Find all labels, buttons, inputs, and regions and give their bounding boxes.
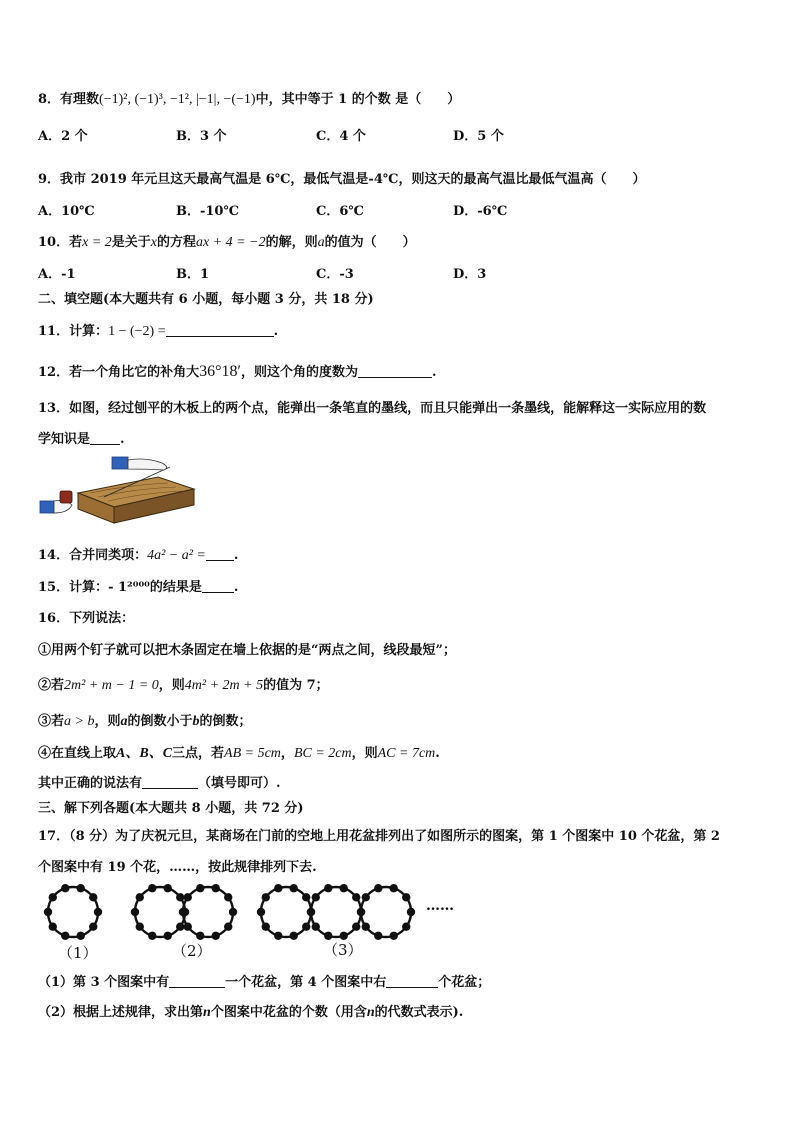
flower-pot-dot: [212, 884, 220, 892]
q8-option-d: D．5 个: [453, 129, 504, 144]
pattern-caption-2: （2）: [172, 942, 212, 960]
q17-sub1-text-2: 一个花盆，第 4 个图案中右: [225, 975, 387, 990]
q16-s4-ac: AC = 7cm: [377, 746, 436, 761]
q8-option-a: A．2 个: [38, 129, 88, 144]
q17-sub1-text-3: 个花盆；: [438, 975, 491, 990]
q16-s2-text-1: ②若: [38, 678, 65, 693]
pattern-caption-3: （3）: [323, 941, 363, 959]
q17-sub2-text-2: 个图案中花盆的个数（用含: [210, 1005, 367, 1020]
flower-pot-dot: [407, 908, 415, 916]
flower-pot-dot: [257, 908, 265, 916]
q16-statement-4: ④在直线上取A、B、C三点，若AB = 5cm，BC = 2cm，则AC = 7cm.: [38, 746, 440, 761]
flower-pot-dot: [224, 922, 232, 930]
q16-s3-text-3: 的倒数小于: [127, 714, 193, 729]
q16-s4-points: A、B、C: [116, 746, 173, 761]
section-2-heading: 二、填空题(本大题共有 6 小题，每小题 3 分，共 18 分): [38, 292, 374, 307]
flower-pot-dot: [374, 932, 382, 940]
flower-pot-dot: [374, 884, 382, 892]
q12-text-2: ，则这个角的度数为: [241, 365, 359, 380]
q16-conclusion: [38, 772, 281, 791]
flower-pot-dot: [164, 884, 172, 892]
q8-option-b: B．3 个: [176, 129, 227, 144]
q16-conclusion-tail: （填号即可）.: [198, 776, 281, 791]
q17-sub1-text-1: （1）第 3 个图案中有: [38, 975, 170, 990]
q10-math-3: ax + 4 = −2: [196, 235, 266, 250]
q16-statement-2: [38, 674, 329, 694]
flower-pot-dot: [196, 884, 204, 892]
q9-option-d: D．-6℃: [453, 204, 508, 219]
q17-sub2-text-3: 的代数式表示).: [374, 1005, 464, 1020]
q8-suffix: 中，其中等于 1 的个数 是（ ）: [255, 92, 461, 107]
q12-answer-blank[interactable]: [358, 365, 432, 378]
flower-pot-dot: [390, 884, 398, 892]
q16-s3-text-4: 的倒数；: [199, 714, 252, 729]
flower-pot-dot: [196, 932, 204, 940]
q14-expression: 4a² − a² =: [147, 548, 206, 563]
section-3-heading: 三、解下列各题(本大题共 8 小题，共 72 分): [38, 801, 304, 816]
flower-pot-dot: [61, 884, 69, 892]
q8-prefix: 8．有理数: [38, 92, 100, 107]
q9-option-a: A．10℃: [38, 204, 95, 219]
question-8: [38, 88, 460, 108]
flower-pot-dot: [340, 884, 348, 892]
q16-answer-blank[interactable]: [142, 776, 198, 789]
q11-expression: 1 − (−2) =: [108, 324, 166, 339]
plank-ink-line-illustration: [38, 455, 198, 527]
question-15: [38, 576, 238, 595]
q15-tail: .: [233, 580, 239, 595]
q16-s3-text-1: ③若: [38, 714, 65, 729]
q10-option-d: D．3: [453, 267, 487, 282]
question-10: [38, 231, 416, 251]
question-16-title: 16．下列说法：: [38, 611, 135, 626]
q17-sub1-blank-1[interactable]: [169, 975, 225, 988]
question-9: 9．我市 2019 年元旦这天最高气温是 6℃，最低气温是-4℃，则这天的最高气温比最低气温高（ ）: [38, 172, 646, 187]
q9-option-c: C．6℃: [316, 204, 364, 219]
flower-pot-dot: [179, 908, 187, 916]
q16-s3-var-a: a: [120, 714, 128, 729]
flower-pot-dot: [131, 908, 139, 916]
flower-pot-dot: [49, 922, 57, 930]
q16-s3-inequality: a > b: [64, 714, 95, 729]
q13-answer-blank[interactable]: [90, 432, 120, 445]
q16-s4-ab: AB = 5cm: [224, 746, 281, 761]
q10-option-c: C．-3: [316, 267, 354, 282]
flower-pot-dot: [89, 922, 97, 930]
q10-math-4: a: [317, 235, 325, 250]
q8-expression: (−1)², (−1)³, −1², |−1|, −(−1): [99, 92, 256, 107]
q8-option-c: C．4 个: [316, 129, 366, 144]
flower-pot-dot: [274, 884, 282, 892]
q12-text-1: 12．若一个角比它的补角大: [38, 365, 200, 380]
flower-pot-dot: [77, 884, 85, 892]
q12-angle: 36°18′: [199, 363, 241, 380]
q17-sub2-var-n-1: n: [203, 1005, 211, 1020]
flower-pot-dot: [148, 932, 156, 940]
flower-pot-dot: [390, 932, 398, 940]
flower-pot-dot: [89, 893, 97, 901]
flower-pot-dot: [229, 908, 237, 916]
flower-pot-dot: [352, 922, 360, 930]
flower-pot-dot: [302, 893, 310, 901]
q17-sub2-var-n-2: n: [366, 1005, 375, 1020]
question-13-line-2: [38, 428, 125, 447]
flower-pot-dot: [61, 932, 69, 940]
q11-tail: .: [273, 324, 279, 339]
flower-pot-dot: [184, 922, 192, 930]
flower-pot-dot: [307, 908, 315, 916]
flower-pot-dot: [262, 922, 270, 930]
q10-text-3: 的方程: [157, 235, 197, 250]
q10-math-2: x: [150, 235, 157, 250]
q10-text-4: 的解，则: [265, 235, 318, 250]
flower-pot-dot: [402, 893, 410, 901]
flower-pot-dot: [312, 922, 320, 930]
q10-math-1: x = 2: [82, 235, 112, 250]
q16-s3-var-b: b: [192, 714, 200, 729]
flower-pot-dot: [164, 932, 172, 940]
question-17-line-1: 17．（8 分）为了庆祝元旦，某商场在门前的空地上用花盆排列出了如图所示的图案，第 1 个图案中 10 个花盆，第 2: [38, 829, 720, 844]
question-13-line-1: 13．如图，经过刨平的木板上的两个点，能弹出一条笔直的墨线，而且只能弹出一条墨线，能解释这一实际应用的数: [38, 401, 707, 416]
flower-pot-dot: [44, 908, 52, 916]
flower-pot-dot: [77, 932, 85, 940]
flower-pot-pattern-figure: [38, 878, 478, 950]
q14-label: 14．合并同类项：: [38, 548, 148, 563]
q16-s4-bc: BC = 2cm: [293, 746, 352, 761]
q16-s2-equation: 2m² + m − 1 = 0: [64, 678, 159, 693]
flower-pot-dot: [176, 893, 184, 901]
flower-pot-dot: [262, 893, 270, 901]
q17-subquestion-2: [38, 1001, 463, 1021]
flower-pot-dot: [212, 932, 220, 940]
flower-pot-dot: [184, 893, 192, 901]
flower-pot-dot: [94, 908, 102, 916]
flower-pot-dot: [136, 922, 144, 930]
q16-s2-expression: 4m² + 2m + 5: [184, 678, 264, 693]
q13-tail: .: [120, 432, 125, 447]
q15-label: 15．计算：: [38, 580, 109, 595]
q17-sub2-text-1: （2）根据上述规律，求出第: [38, 1005, 204, 1020]
q10-text-1: 10．若: [38, 235, 83, 250]
flower-pot-dot: [274, 932, 282, 940]
flower-pot-dot: [312, 893, 320, 901]
q14-answer-blank[interactable]: [206, 548, 234, 561]
q16-s4-text-3: ，则: [351, 746, 378, 761]
q13-text: 学知识是: [38, 432, 91, 447]
q16-statement-3: [38, 710, 252, 730]
q16-s2-text-2: ，则: [158, 678, 185, 693]
flower-pot-dot: [324, 884, 332, 892]
q10-option-a: A．-1: [38, 267, 76, 282]
flower-pot-dot: [362, 922, 370, 930]
flower-pot-dot: [402, 922, 410, 930]
q10-option-b: B．1: [176, 267, 210, 282]
q16-s3-text-2: ，则: [94, 714, 121, 729]
flower-pot-dot: [148, 884, 156, 892]
q10-text-5: 的值为（ ）: [324, 235, 416, 250]
q16-s2-text-3: 的值为 7；: [263, 678, 329, 693]
flower-pot-dot: [136, 893, 144, 901]
q12-tail: .: [432, 365, 437, 380]
q16-statement-1: ①用两个钉子就可以把木条固定在墙上依据的是“两点之间，线段最短”；: [38, 643, 456, 658]
flower-pot-dot: [357, 908, 365, 916]
q16-s4-text-2: 三点，若: [172, 746, 225, 761]
q15-text: 的结果是: [149, 580, 202, 595]
q9-option-b: B．-10℃: [176, 204, 240, 219]
flower-pot-dot: [362, 893, 370, 901]
flower-pot-dot: [290, 884, 298, 892]
q14-tail: .: [233, 548, 239, 563]
q10-text-2: 是关于: [111, 235, 151, 250]
flower-pot-dot: [224, 893, 232, 901]
flower-pot-dot: [49, 893, 57, 901]
q17-subquestion-1: [38, 971, 490, 990]
q15-answer-blank[interactable]: [202, 580, 234, 593]
flower-pot-dot: [302, 922, 310, 930]
pattern-ellipsis: ……: [426, 898, 454, 914]
q16-conclusion-text: 其中正确的说法有: [38, 776, 143, 791]
q15-expression: - 1²⁰⁰⁰: [108, 580, 150, 595]
flower-pot-dot: [290, 932, 298, 940]
pattern-caption-1: （1）: [58, 944, 98, 962]
q11-label: 11．计算：: [38, 324, 109, 339]
q11-answer-blank[interactable]: [166, 324, 274, 337]
question-11: [38, 320, 278, 340]
question-17-line-2: 个图案中有 19 个花，……，按此规律排列下去.: [38, 860, 317, 875]
flower-pot-dot: [352, 893, 360, 901]
q17-sub1-blank-2[interactable]: [386, 975, 438, 988]
flower-pot-dot: [176, 922, 184, 930]
question-14: [38, 544, 238, 564]
q16-s4-text-1: ④在直线上取: [38, 746, 117, 761]
question-12: [38, 361, 437, 381]
